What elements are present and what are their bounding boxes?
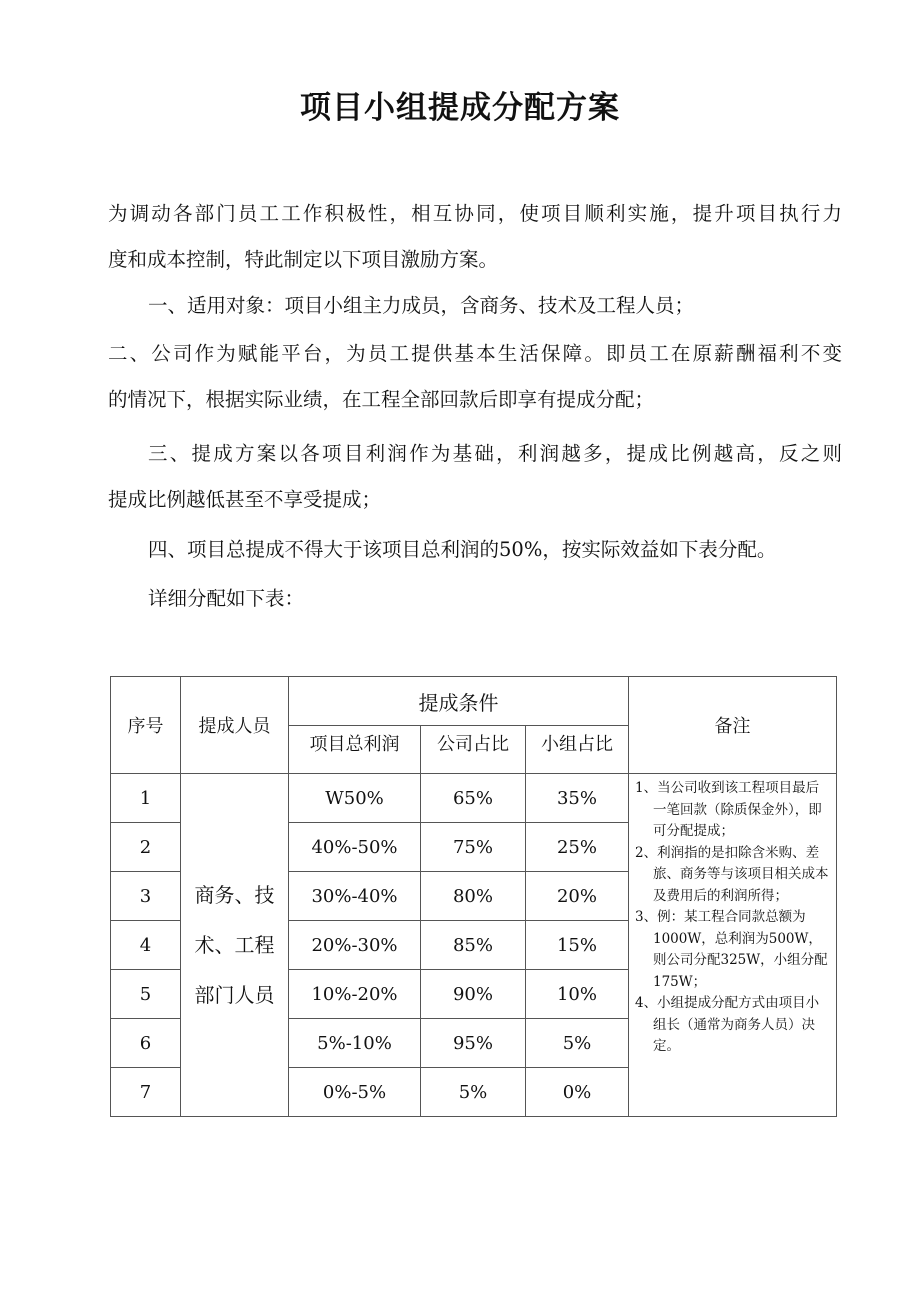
person-line: 术、工程 — [194, 933, 275, 957]
header-condition: 提成条件 — [289, 677, 629, 726]
group-cell: 35% — [526, 774, 629, 823]
clause-2-line-2: 的情况下，根据实际业绩，在工程全部回款后即享有提成分配； — [108, 388, 655, 411]
seq-cell: 3 — [111, 872, 181, 921]
company-cell: 85% — [421, 921, 526, 970]
remark-item: 4、小组提成分配方式由项目小组长（通常为商务人员）决定。 — [635, 995, 820, 1054]
company-cell: 90% — [421, 970, 526, 1019]
person-line: 部门人员 — [194, 983, 275, 1007]
profit-cell: 40%-50% — [289, 823, 421, 872]
clause-1: 一、适用对象：项目小组主力成员，含商务、技术及工程人员； — [148, 294, 695, 317]
seq-cell: 6 — [111, 1019, 181, 1068]
company-cell: 95% — [421, 1019, 526, 1068]
clause-3-line-2: 提成比例越低甚至不享受提成； — [108, 488, 382, 511]
seq-cell: 5 — [111, 970, 181, 1019]
seq-cell: 4 — [111, 921, 181, 970]
header-company: 公司占比 — [421, 726, 526, 774]
group-cell: 0% — [526, 1068, 629, 1117]
remark-item: 3、例：某工程合同款总额为1000W，总利润为500W，则公司分配325W，小组分配175W； — [635, 909, 828, 990]
clause-3-line-1: 三、提成方案以各项目利润作为基础，利润越多，提成比例越高，反之则 — [148, 442, 842, 465]
intro-line-1: 为调动各部门员工工作积极性，相互协同，使项目顺利实施，提升项目执行力 — [108, 202, 842, 225]
seq-cell: 7 — [111, 1068, 181, 1117]
profit-cell: 10%-20% — [289, 970, 421, 1019]
company-cell: 5% — [421, 1068, 526, 1117]
seq-cell: 2 — [111, 823, 181, 872]
group-cell: 10% — [526, 970, 629, 1019]
header-group: 小组占比 — [526, 726, 629, 774]
person-line: 商务、技 — [194, 883, 275, 907]
table-intro: 详细分配如下表： — [148, 587, 305, 610]
profit-cell: 30%-40% — [289, 872, 421, 921]
remark-item: 1、当公司收到该工程项目最后一笔回款（除质保金外），即可分配提成； — [635, 780, 822, 839]
profit-cell: 0%-5% — [289, 1068, 421, 1117]
commission-table — [110, 676, 837, 1117]
group-cell: 15% — [526, 921, 629, 970]
group-cell: 25% — [526, 823, 629, 872]
table-row — [111, 774, 837, 823]
group-cell: 20% — [526, 872, 629, 921]
company-cell: 75% — [421, 823, 526, 872]
header-remark: 备注 — [629, 677, 837, 774]
intro-line-2: 度和成本控制，特此制定以下项目激励方案。 — [108, 248, 499, 271]
clause-4: 四、项目总提成不得大于该项目总利润的50%，按实际效益如下表分配。 — [148, 538, 777, 561]
remark-cell — [629, 774, 837, 1117]
company-cell: 80% — [421, 872, 526, 921]
header-profit: 项目总利润 — [289, 726, 421, 774]
header-person: 提成人员 — [181, 677, 289, 774]
remark-item: 2、利润指的是扣除含米购、差旅、商务等与该项目相关成本及费用后的利润所得； — [635, 844, 829, 904]
profit-cell: 5%-10% — [289, 1019, 421, 1068]
profit-cell: W50% — [289, 774, 421, 823]
document-title: 项目小组提成分配方案 — [300, 90, 620, 126]
person-cell — [181, 774, 289, 1117]
group-cell: 5% — [526, 1019, 629, 1068]
profit-cell: 20%-30% — [289, 921, 421, 970]
header-seq: 序号 — [111, 677, 181, 774]
company-cell: 65% — [421, 774, 526, 823]
clause-2-line-1: 二、公司作为赋能平台，为员工提供基本生活保障。即员工在原薪酬福利不变 — [108, 342, 842, 365]
seq-cell: 1 — [111, 774, 181, 823]
